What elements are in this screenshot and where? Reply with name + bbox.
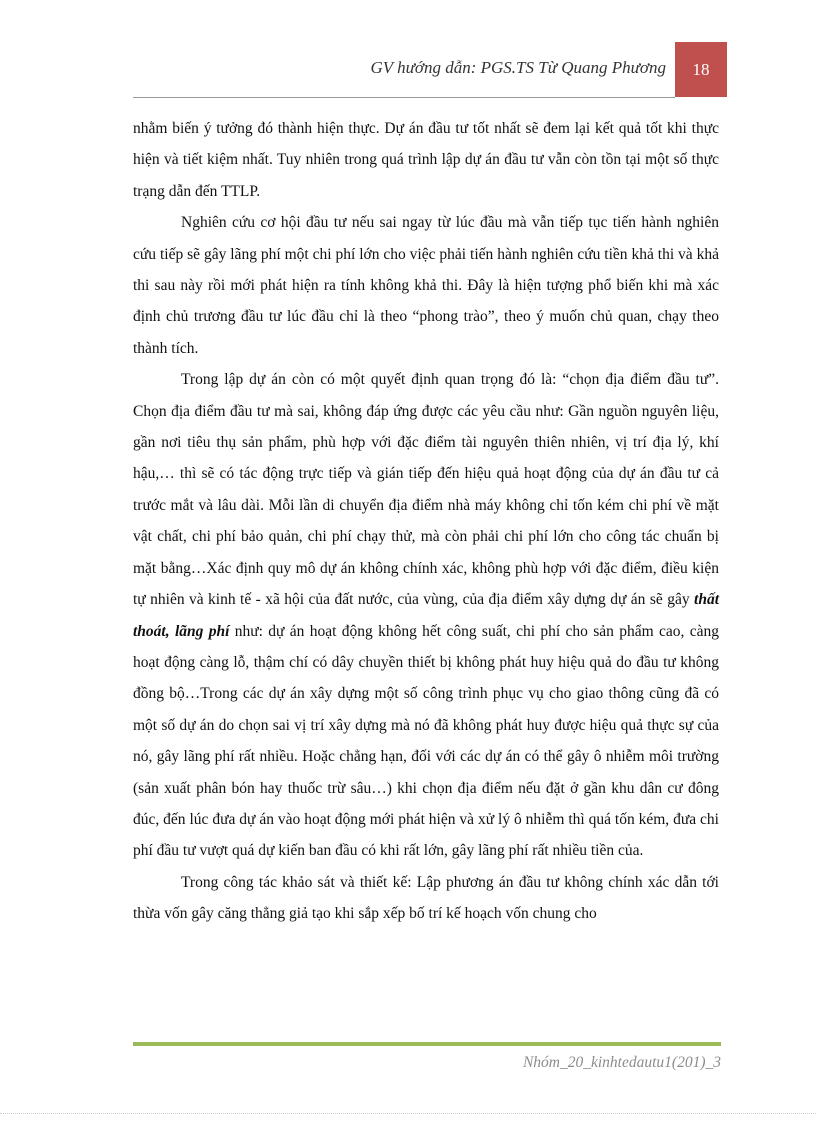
paragraph-text: như: dự án hoạt động không hết công suất, chi phí cho sản phẩm cao, càng hoạt động càng lỗ, thậm chí có dây chuyền thiết bị không phát huy hiệu quả do đầu tư không đồng bộ…Trong các dự án xây dựng một số công trình phục vụ cho giao thông cũng đã có một số dự án do chọn sai vị trí xây dựng mà nó đã không phát huy được hiệu quả thực sự của nó, gây lãng phí rất nhiều. Hoặc chẳng hạn, đối với các dự án có thể gây ô nhiễm môi trường (sản xuất phân bón hay thuốc trừ sâu…) khi chọn địa điểm nếu đặt ở gần khu dân cư đông đúc, đến lúc đưa dự án vào hoạt động mới phát hiện và xử lý ô nhiễm thì quá tốn kém, đưa chi phí đầu tư vượt quá dự kiến ban đầu có khi rất lớn, gây lãng phí rất nhiều tiền của.	[133, 622, 719, 860]
paragraph: Trong công tác khảo sát và thiết kế: Lập phương án đầu tư không chính xác dẫn tới thừa vốn gây căng thẳng giả tạo khi sắp xếp bố trí kế hoạch vốn chung cho	[133, 873, 719, 923]
page-edge	[0, 1113, 816, 1114]
document-body	[133, 113, 719, 930]
paragraph-text: Trong lập dự án còn có một quyết định quan trọng đó là: “chọn địa điểm đầu tư”. Chọn địa điểm đầu tư mà sai, không đáp ứng được các yêu cầu như: Gần nguồn nguyên liệu, gần nơi tiêu thụ sản phẩm, phù hợp với đặc điểm tài nguyên thiên nhiên, vị trí địa lý, khí hậu,… thì sẽ có tác động trực tiếp và gián tiếp đến hiệu quả hoạt động của dự án đầu tư cả trước mắt và lâu dài. Mỗi lần di chuyển địa điểm nhà máy không chỉ tốn kém chi phí về mặt vật chất, chi phí bảo quản, chi phí chạy thử, mà còn phải chi phí lớn cho công tác chuẩn bị mặt bằng…Xác định quy mô dự án không chính xác, không phù hợp với đặc điểm, điều kiện tự nhiên và kinh tế - xã hội của đất nước, của vùng, của địa điểm xây dựng dự án sẽ gây	[133, 371, 719, 609]
header-divider	[133, 97, 675, 98]
paragraph: nhằm biến ý tưởng đó thành hiện thực. Dự án đầu tư tốt nhất sẽ đem lại kết quả tốt khi thực hiện và tiết kiệm nhất. Tuy nhiên trong quá trình lập dự án đầu tư vẫn còn tồn tại một số thực trạng dẫn đến TTLP.	[133, 120, 719, 200]
page-number-badge	[675, 42, 727, 97]
footer-divider	[133, 1042, 721, 1046]
footer-text: Nhóm_20_kinhtedautu1(201)_3	[522, 1054, 721, 1071]
header-title: GV hướng dẫn: PGS.TS Từ Quang Phương	[370, 58, 666, 77]
page-number: 18	[692, 59, 710, 79]
emphasized-text: thất thoát, lãng phí	[133, 591, 719, 640]
paragraph: Nghiên cứu cơ hội đầu tư nếu sai ngay từ lúc đầu mà vẫn tiếp tục tiến hành nghiên cứu tiếp sẽ gây lãng phí một chi phí lớn cho việc phải tiến hành nghiên cứu tiền khả thi và khả thi sau này rồi mới phát hiện ra tính không khả thi. Đây là hiện tượng phổ biến khi mà xác định chủ trương đầu tư lúc đầu chỉ là theo “phong trào”, theo ý muốn chủ quan, chạy theo thành tích.	[133, 214, 719, 357]
paragraph	[133, 364, 719, 867]
